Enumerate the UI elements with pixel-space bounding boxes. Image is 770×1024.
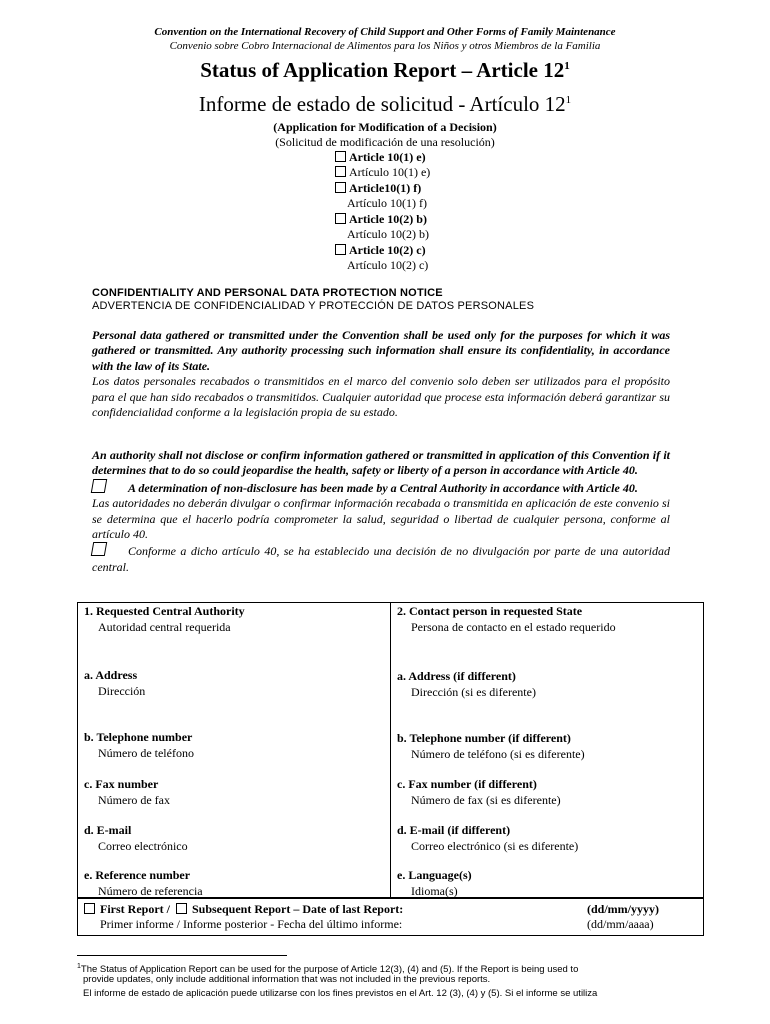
non-disclosure-checkbox[interactable] <box>91 479 107 493</box>
option-article-10-2-b[interactable]: Article 10(2) b) <box>335 212 427 227</box>
table-divider <box>390 602 391 898</box>
email-field[interactable]: d. E-mail Correo electrónico <box>84 823 188 853</box>
reference-number-field[interactable]: e. Reference number Número de referencia <box>84 868 203 898</box>
footnote-ref: 1 <box>565 94 572 106</box>
confidentiality-paragraph-1: Personal data gathered or transmitted under the Convention shall be used only for the purposes for which it was gathered or transmitted. Any authority processing such information shall ensure its confidentiality, in accordance with the law of its State. Los datos personales recabados o transmitidos en el marco del convenio solo deben ser utilizados para el propósito para el que han sido recabados o transmitidos. Cualquier autoridad que procese esta información deberá garantizar su confidencialidad conforme a la legislación propia de su estado. <box>92 328 670 420</box>
subtitle-es: (Solicitud de modificación de una resolución) <box>275 135 495 149</box>
checkbox[interactable] <box>335 151 346 162</box>
non-disclosure-option-en[interactable]: A determination of non-disclosure has been made by a Central Authority in accordance with Article 40. <box>92 479 670 496</box>
option-articulo-10-1-e[interactable]: Artículo 10(1) e) <box>335 165 430 180</box>
checkbox[interactable] <box>335 182 346 193</box>
option-label-es: Artículo 10(1) f) <box>347 196 427 210</box>
date-format-es: (dd/mm/aaaa) <box>587 917 654 931</box>
checkbox[interactable] <box>335 166 346 177</box>
contact-address-field[interactable]: a. Address (if different) Dirección (si es diferente) <box>397 669 536 699</box>
page-title-en: Status of Application Report – Article $12^1$ <box>200 58 570 82</box>
confidentiality-heading-es: ADVERTENCIA DE CONFIDENCIALIDAD Y PROTECCIÓN DE DATOS PERSONALES <box>92 300 535 312</box>
fax-field[interactable]: c. Fax number Número de fax <box>84 777 170 807</box>
subtitle-en: (Application for Modification of a Decision) <box>273 120 497 134</box>
language-field[interactable]: e. Language(s) Idioma(s) <box>397 868 472 898</box>
address-field[interactable]: a. Address Dirección <box>84 668 146 698</box>
checkbox[interactable] <box>335 213 346 224</box>
footnote-separator <box>77 955 287 956</box>
footnote-line-2: provide updates, only include additional information that was not included in the previous reports. <box>83 974 491 985</box>
non-disclosure-checkbox[interactable] <box>91 542 107 556</box>
option-label-es: Artículo 10(2) c) <box>347 258 429 272</box>
telephone-field[interactable]: b. Telephone number Número de teléfono <box>84 730 194 760</box>
contact-telephone-field[interactable]: b. Telephone number (if different) Número de teléfono (si es diferente) <box>397 731 585 761</box>
confidentiality-paragraph-2: An authority shall not disclose or confirm information gathered or transmitted in application of this Convention if it determines that to do so could jeopardise the health, safety or liberty of a person in accordance with Article 40. A determination of non-disclosure has been made by a Central Authority in accordance with Article 40. Las autoridades no deberán divulgar o confirmar información recabada o transmitida en aplicación de este convenio si se determina que el hacerlo podría comprometer la salud, seguridad o libertad de cualquier persona, conforme al artículo 40. Conforme a dicho artículo 40, se ha establecido una decisión de no divulgación por parte de una autoridad central. <box>92 448 670 574</box>
footnote-ref: 1 <box>564 60 570 72</box>
option-article-10-1-e[interactable]: Article 10(1) e) <box>335 150 426 165</box>
non-disclosure-option-es[interactable]: Conforme a dicho artículo 40, se ha establecido una decisión de no divulgación por parte de una autoridad central. <box>92 544 670 574</box>
contact-fax-field[interactable]: c. Fax number (if different) Número de fax (si es diferente) <box>397 777 561 807</box>
report-type-es: Primer informe / Informe posterior - Fecha del último informe: <box>100 917 403 931</box>
footnote-line-3: El informe de estado de aplicación puede utilizarse con los fines previstos en el Art. 12 (3), (4) y (5). Si el informe se utiliza <box>83 988 598 999</box>
page-title-es: Informe de estado de solicitud - Artículo $12^1$ <box>198 92 572 116</box>
contact-person-field[interactable]: 2. Contact person in requested State Persona de contacto en el estado requerido <box>397 604 616 634</box>
confidentiality-heading-en: CONFIDENTIALITY AND PERSONAL DATA PROTECTION NOTICE <box>92 287 443 299</box>
contact-email-field[interactable]: d. E-mail (if different) Correo electrónico (si es diferente) <box>397 823 579 853</box>
date-format-en: (dd/mm/yyyy) <box>587 902 659 916</box>
option-article-10-2-c[interactable]: Article 10(2) c) <box>335 243 426 258</box>
option-article-10-1-f[interactable]: Article10(1) f) <box>335 181 421 196</box>
requested-central-authority-field[interactable]: 1. Requested Central Authority Autoridad central requerida <box>84 604 245 634</box>
checkbox[interactable] <box>335 244 346 255</box>
footnote-line-1: $^1$The Status of Application Report can be used for the purpose of Article 12(3), (4) and (5). If the Report is being used to <box>77 963 579 976</box>
convention-title-es: Convenio sobre Cobro Internacional de Alimentos para los Niños y otros Miembros de la Familia <box>169 40 601 52</box>
report-type-options: First Report / Subsequent Report – Date of last Report: <box>84 902 403 918</box>
option-label-es: Artículo 10(2) b) <box>347 227 429 241</box>
subsequent-report-checkbox[interactable] <box>176 903 187 914</box>
convention-title-en: Convention on the International Recovery of Child Support and Other Forms of Family Maintenance <box>154 26 616 38</box>
first-report-checkbox[interactable] <box>84 903 95 914</box>
